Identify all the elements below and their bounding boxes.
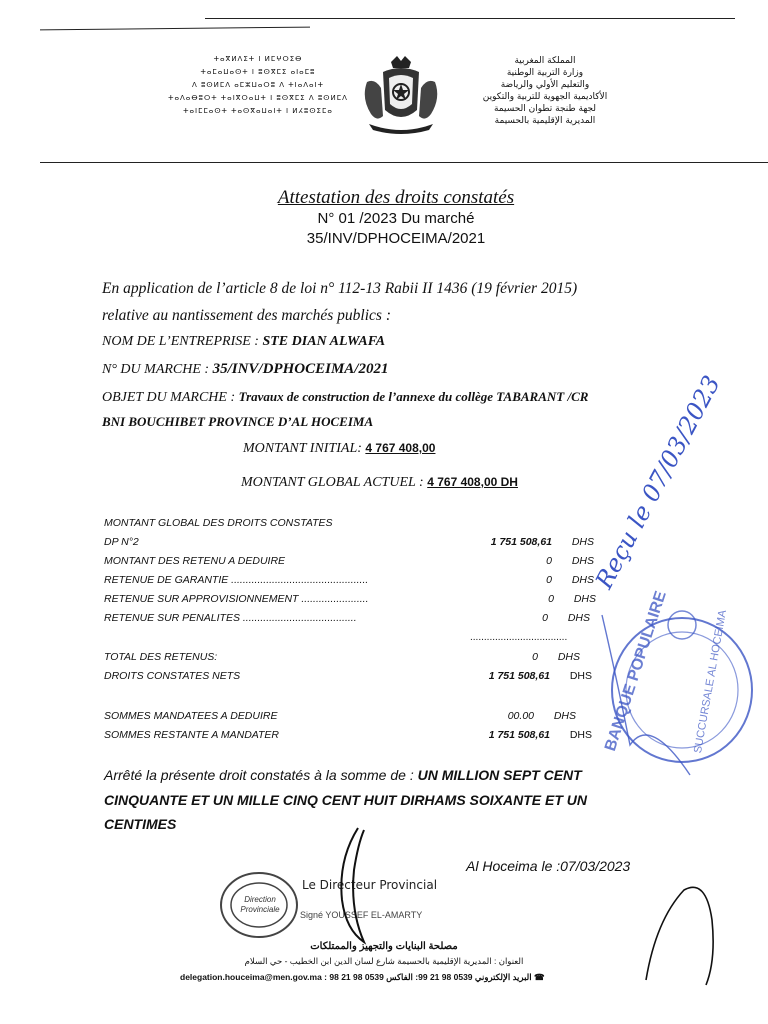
footer-address: العنوان : المديرية الإقليمية بالحسيمة شارع لسان الدين ابن الخطيب - حي السلام <box>244 956 524 966</box>
table-row-nets: DROITS CONSTATES NETS 1 751 508,61 DHS <box>104 670 592 682</box>
montant-initial-line <box>243 441 435 457</box>
director-name: Signé YOUSSEF EL-AMARTY <box>300 910 423 920</box>
arrete-line-3: CENTIMES <box>104 816 177 832</box>
arrete-amount-a: UN MILLION SEPT CENT <box>417 767 582 783</box>
montant-global-line <box>241 475 518 491</box>
arrete-line-1 <box>104 767 582 783</box>
attestation-number: N° 01 /2023 Du marché <box>317 210 475 227</box>
entreprise-label: NOM DE L’ENTREPRISE : <box>102 334 263 349</box>
marche-label: N° DU MARCHE : <box>102 362 213 377</box>
objet-line-2 <box>102 414 373 430</box>
intro-line-2: relative au nantissement des marchés publics : <box>102 307 391 324</box>
handwritten-signature <box>320 820 400 950</box>
bank-stamp-line2: SUCCURSALE AL HOCEIMA <box>692 609 730 755</box>
arrete-intro: Arrêté la présente droit constatés à la somme de : <box>104 767 418 783</box>
table-heading: MONTANT GLOBAL DES DROITS CONSTATES <box>104 517 333 529</box>
table-row-dp: DP N°2 1 751 508,61 DHS <box>104 536 594 548</box>
objet-label: OBJET DU MARCHE : <box>102 390 239 405</box>
entreprise-line <box>102 334 385 350</box>
top-rule <box>40 27 310 31</box>
montant-initial-label: MONTANT INITIAL: <box>243 441 366 456</box>
footer-contact: delegation.houceima@men.gov.ma : البريد الإلكتروني 0539 98 21 99: الفاكس 0539 98 21 98 ☎ <box>180 972 545 982</box>
bank-stamp <box>590 595 768 785</box>
montant-global-value: 4 767 408,00 DH <box>427 475 518 489</box>
objet-line <box>102 389 588 406</box>
top-rule-right <box>205 18 735 19</box>
table-row-garantie: RETENUE DE GARANTIE ............................................... 0 DHS <box>104 574 594 586</box>
bank-stamp-line1: BANQUE POPULAIRE <box>602 589 670 754</box>
table-row-restante: SOMMES RESTANTE A MANDATER 1 751 508,61 DHS <box>104 729 592 741</box>
objet-value-1: Travaux de construction de l’annexe du collège TABARANT /CR <box>238 389 589 404</box>
entreprise-value: STE DIAN ALWAFA <box>262 334 386 349</box>
footer-service: مصلحة البنايات والتجهيز والممتلكات <box>310 941 458 952</box>
objet-value-2: BNI BOUCHIBET PROVINCE D’AL HOCEIMA <box>102 414 374 429</box>
director-title: Le Directeur Provincial <box>302 878 438 892</box>
montant-global-label: MONTANT GLOBAL ACTUEL : <box>241 475 428 490</box>
table-row-retenu: MONTANT DES RETENU A DEDUIRE 0 DHS <box>104 555 594 567</box>
table-row-penalites: RETENUE SUR PENALITES ....................................... 0 DHS <box>104 612 590 624</box>
market-reference: 35/INV/DPHOCEIMA/2021 <box>306 230 486 247</box>
handwritten-receipt: Reçu le 07/03/2023 <box>590 371 726 594</box>
signature-flourish <box>636 880 736 990</box>
coat-of-arms-emblem <box>357 52 445 138</box>
table-row-approvisionnement: RETENUE SUR APPROVISIONNEMENT ....................... 0 DHS <box>104 593 596 605</box>
intro-line-1: En application de l’article 8 de loi n° 112-13 Rabii II 1436 (19 février 2015) <box>102 280 578 297</box>
marche-value: 35/INV/DPHOCEIMA/2021 <box>212 361 389 377</box>
table-row-mandatees: SOMMES MANDATEES A DEDUIRE 00.00 DHS <box>104 710 576 722</box>
marche-line <box>102 361 388 378</box>
montant-initial-value: 4 767 408,00 <box>365 441 436 455</box>
header-rule <box>40 162 768 163</box>
arrete-line-2: CINQUANTE ET UN MILLE CINQ CENT HUIT DIRHAMS SOIXANTE ET UN <box>104 792 587 808</box>
table-separator: ................................... <box>470 632 568 643</box>
place-date: Al Hoceima le :07/03/2023 <box>466 858 631 874</box>
table-row-total: TOTAL DES RETENUS: 0 DHS <box>104 651 580 663</box>
arabic-header: المملكة المغربية وزارة التربية الوطنية والتعليم الأولي والرياضة الأكاديمية الجهوية للتربية والتكوين لجهة طنجة تطوان الحسيمة المديرية الإقليمية بالحسيمة <box>482 56 608 126</box>
page-title: Attestation des droits constatés <box>277 187 515 208</box>
director-stamp-text: Direction Provinciale <box>240 895 280 914</box>
tifinagh-header: ⵜⴰⴳⵍⴷⵉⵜ ⵏ ⵍⵎⵖⵔⵉⴱ ⵜⴰⵎⴰⵡⴰⵙⵜ ⵏ ⵓⵙⴳⵎⵉ ⴰⵏⴰⵎⵓ ⴷ ⵓⵙⵍⵎⴷ ⴰⵎⵣⵡⴰⵔⵓ ⴷ ⵜⵏⴰⴷⴰⵏⵜ ⵜⴰⴷⴰⴱⵓⵔⵜ ⵜⴰⵏⴳⵔⴰⵡⵜ ⵏ ⵓⵙⴳⵎⵉ ⴷ ⵓⵙⵍⵎⴷ ⵜⴰⵏⵎⵎⴰⵙⵜ ⵜⴰⵙⴳⴰⵡⴰⵏⵜ ⵏ ⵍⵃⵓⵙⵉⵎⴰ <box>168 55 348 115</box>
